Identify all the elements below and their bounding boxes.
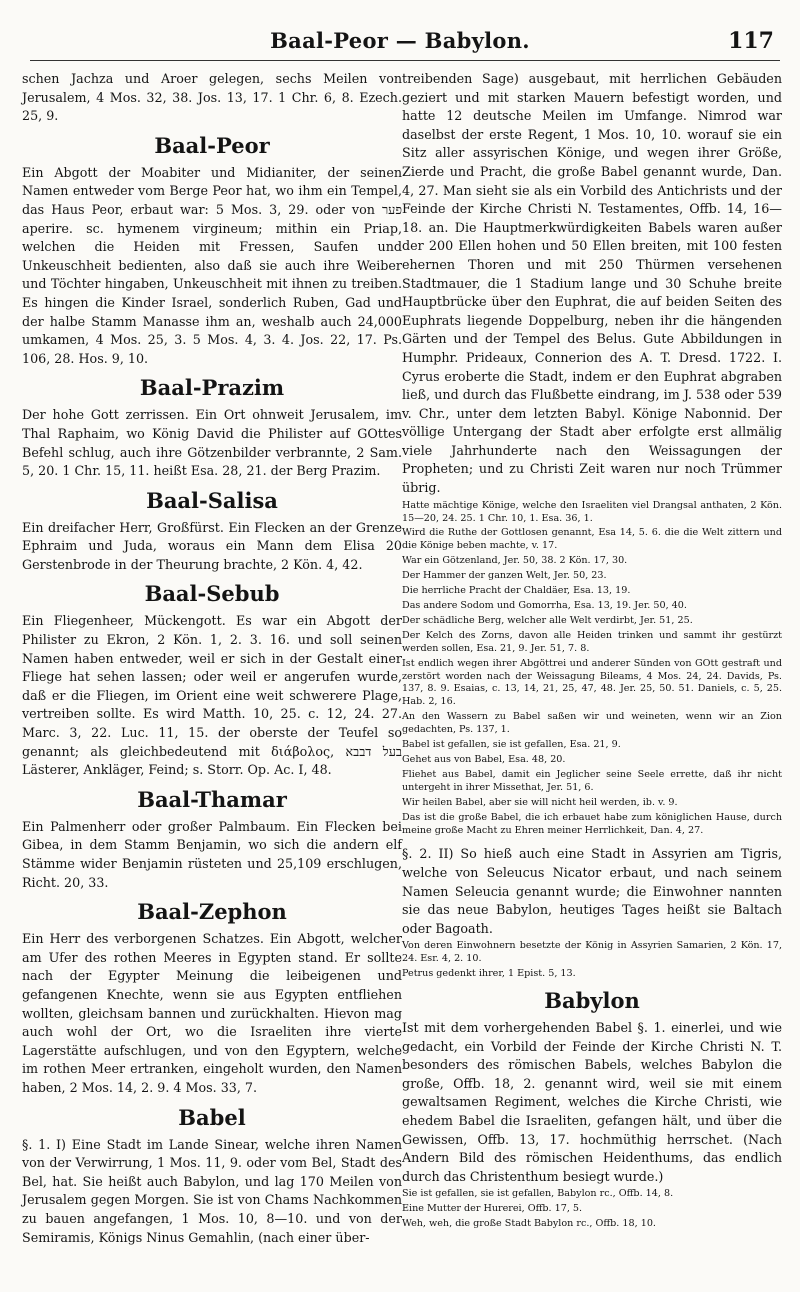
entry-heading-babel: Babel: [178, 1104, 246, 1130]
entry-continuation: schen Jachza und Aroer gelegen, sechs Meilen von Jerusalem, 4 Mos. 32, 38. Jos. 13, 17. 1 Chr. 6, 8. Ezech. 25, 9.: [22, 71, 402, 124]
entry-text-baal-zephon: Ein Herr des verborgenen Schatzes. Ein Abgott, welcher am Ufer des rothen Meeres in Egypten stand. Er sollte nach der Egypter Meinung die leibeigenen und gefangenen Knechte, wenn sie aus Egypten entfliehen wollten, gleichsam bannen und zurückhalten. Hievon mag auch wohl der Ort, wo die Israeliten ihre vierte Lagerstätte aufschlugen, und von den Egyptern, welche im rothen Meer ertranken, eingeholt wurden, den Namen haben, 2 Mos. 14, 2. 9. 4 Mos. 33, 7.: [22, 931, 402, 1095]
running-title: Baal-Peor — Babylon.: [270, 28, 530, 53]
entry-text-baal-thamar: Ein Palmenherr oder großer Palmbaum. Ein Flecken bei Gibea, in dem Stamm Benjamin, wo sich die andern elf Stämme wider Benjamin rüsteten und 25,109 erschlugen, Richt. 20, 33.: [22, 818, 402, 890]
entry-heading-baal-prazim: Baal-Prazim: [139, 375, 285, 401]
note-line: Von deren Einwohnern besetzte der König in Assyrien Samarien, 2 Kön. 17, 24. Esr. 4, 2. 10.: [402, 940, 782, 965]
note-line: War ein Götzenland, Jer. 50, 38. 2 Kön. 17, 30.: [402, 555, 628, 567]
note-line: Das andere Sodom und Gomorrha, Esa. 13, 19. Jer. 50, 40.: [402, 600, 687, 611]
entry-text-baal-peor: Ein Abgott der Moabiter und Midianiter, der seinen Namen entweder vom Berge Peor hat, wo ihm ein Tempel, das Haus Peor, erbaut war: 5 Mos. 3, 29. oder von פער aperire. sc. hymenem virgineum; mithin ein Priap, welchen die Heiden mit Fressen, Saufen und Unkeuschheit bedienten, also daß sie auch ihre Weiber und Töchter hingaben, Unkeuschheit mit ihnen zu treiben. Es hingen die Kinder Israel, sonderlich Ruben, Gad und der halbe Stamm Manasse ihm an, weshalb auch 24,000 umkamen, 4 Mos. 25, 3. 5 Mos. 4, 3. 4. Jos. 22, 17. Ps. 106, 28. Hos. 9, 10.: [22, 164, 402, 366]
right-column: [402, 70, 782, 1231]
note-line: Gehet aus von Babel, Esa. 48, 20.: [402, 753, 566, 765]
left-column: [22, 70, 402, 1247]
entry-text-babel: §. 1. I) Eine Stadt im Lande Sinear, welche ihren Namen von der Verwirrung, 1 Mos. 11, 9. oder vom Bel, Stadt des Bel, hat. Sie heißt auch Babylon, und lag 170 Meilen von Jerusalem gegen Morgen. Sie ist von Chams Nachkommen zu bauen angefangen, 1 Mos. 10, 8—10. und von der Semiramis, Königs Ninus Gemahlin, (nach einer über-: [22, 1136, 402, 1245]
entry-heading-baal-peor: Baal-Peor: [154, 132, 270, 158]
entry-heading-babylon: Babylon: [544, 988, 640, 1014]
entry-text-baal-sebub: Ein Fliegenheer, Mückengott. Es war ein Abgott der Philister zu Ekron, 2 Kön. 1, 2. 3. 16. und soll seinen Namen haben entweder, weil er sich in der Gestalt einer Fliege hat sehen lassen; oder weil er angerufen wurde, daß er die Fliegen, im Orient eine weit schwerere Plage, vertreiben sollte. Es wird Matth. 10, 25. c. 12, 24. 27. Marc. 3, 22. Luc. 11, 15. der oberste der Teufel so genannt; als gleichbedeutend mit διάβολος, בעל דבבא Lästerer, Ankläger, Feind; s. Storr. Op. Ac. I, 48.: [22, 613, 402, 778]
note-line: Babel ist gefallen, sie ist gefallen, Esa. 21, 9.: [402, 739, 621, 751]
note-line: Die herrliche Pracht der Chaldäer, Esa. 13, 19.: [402, 585, 631, 597]
entry-heading-baal-zephon: Baal-Zephon: [137, 899, 287, 925]
note-line: Ist endlich wegen ihrer Abgöttrei und anderer Sünden von GOtt gestraft und zerstört worden nach der Weissagung Bileams, 4 Mos. 24, 24. Davids, Ps. 137, 8. 9. Esaias, c. 13, 14, 21, 25, 47, 48. Jer. 25, 50. 51. Daniels, c. 5, 25. Hab. 2, 16.: [402, 657, 782, 708]
entry-text-baal-salisa: Ein dreifacher Herr, Großfürst. Ein Flecken an der Grenze Ephraim und Juda, woraus ein Mann dem Elisa 20 Gerstenbrode in der Theurung brachte, 2 Kön. 4, 42.: [22, 519, 402, 572]
entry-text-babel-section-2: §. 2. II) So hieß auch eine Stadt in Assyrien am Tigris, welche von Seleucus Nicator erbaut, und nach seinem Namen Seleucia genannt wurde; die Einwohner nannten sie das neue Babylon, heutiges Tages heißt sie Baltach oder Bagoath.: [402, 846, 782, 936]
note-line: Fliehet aus Babel, damit ein Jeglicher seine Seele errette, daß ihr nicht untergeht in ihrer Missethat, Jer. 51, 6.: [402, 768, 782, 793]
header-rule: [30, 60, 780, 61]
note-line: Hatte mächtige Könige, welche den Israeliten viel Drangsal anthaten, 2 Kön. 15—20, 24. 25. 1 Chr. 10, 1. Esa. 36, 1.: [402, 499, 782, 524]
note-line: Das ist die große Babel, die ich erbauet habe zum königlichen Hause, durch meine große Macht zu Ehren meiner Herrlichkeit, Dan. 4, 27.: [402, 811, 782, 836]
note-line: Eine Mutter der Hurerei, Offb. 17, 5.: [402, 1203, 583, 1215]
note-line: Wir heilen Babel, aber sie will nicht heil werden, ib. v. 9.: [402, 796, 678, 808]
note-line: Der schädliche Berg, welcher alle Welt verdirbt, Jer. 51, 25.: [402, 614, 693, 626]
note-line: Der Hammer der ganzen Welt, Jer. 50, 23.: [402, 570, 607, 582]
page-number: 117: [728, 28, 774, 54]
note-line: Sie ist gefallen, sie ist gefallen, Babylon rc., Offb. 14, 8.: [402, 1188, 674, 1200]
note-line: An den Wassern zu Babel saßen wir und weineten, wenn wir an Zion gedachten, Ps. 137, 1.: [402, 711, 782, 736]
entry-heading-baal-thamar: Baal-Thamar: [137, 786, 287, 812]
entry-text-babylon: Ist mit dem vorhergehenden Babel §. 1. einerlei, und wie gedacht, ein Vorbild der Feinde der Kirche Christi N. T. besonders des römischen Babels, welches Babylon die große, Offb. 18, 2. genannt wird, weil sie mit einem gewaltsamen Regiment, welches die Kirche Christi, wie ehedem Babel die Israeliten, gefangen hält, und über die Gewissen, Offb. 13, 17. hochmüthig herrschet. (Nach Andern Bild des römischen Heidenthums, das endlich durch das Christenthum besiegt wurde.): [402, 1020, 782, 1184]
note-line: Wird die Ruthe der Gottlosen genannt, Esa 14, 5. 6. die die Welt zittern und die Könige beben machte, v. 17.: [402, 527, 782, 552]
entry-text-baal-prazim: Der hohe Gott zerrissen. Ein Ort ohnweit Jerusalem, im Thal Raphaim, wo König David die Philister auf GOttes Befehl schlug, auch ihre Götzenbilder verbrannte, 2 Sam. 5, 20. 1 Chr. 15, 11. heißt Esa. 28, 21. der Berg Prazim.: [22, 407, 402, 479]
entry-heading-baal-salisa: Baal-Salisa: [146, 487, 278, 513]
entry-heading-baal-sebub: Baal-Sebub: [144, 581, 280, 607]
running-header: [0, 28, 800, 58]
entry-text-babel-continued: treibenden Sage) ausgebaut, mit herrlichen Gebäuden geziert und mit starken Mauern befestigt worden, und hatte 12 deutsche Meilen im Umfange. Nimrod war daselbst der erste Regent, 1 Mos. 10, 10. worauf sie ein Sitz aller assyrischen Könige, und wegen ihrer Größe, Zierde und Pracht, die große Babel genannt wurde, Dan. 4, 27. Man sieht sie als ein Vorbild des Antichrists und der Feinde der Kirche Christi N. Testamentes, Offb. 14, 16—18. an. Die Hauptmerkwürdigkeiten Babels waren außer der 200 Ellen hohen und 50 Ellen breiten, mit 100 festen ehernen Thoren und mit 250 Thürmen versehenen Stadtmauer, die 1 Stadium lange und 30 Schuhe breite Hauptbrücke über den Euphrat, die auf beiden Seiten des Euphrats liegende Doppelburg, neben ihr die hängenden Gärten und der Tempel des Belus. Gute Abbildungen in Humphr. Prideaux, Connerion des A. T. Dresd. 1722. I. Cyrus eroberte die Stadt, indem er den Euphrat abgraben ließ, und durch das Flußbette eindrang, im J. 538 oder 539 v. Chr., unter dem letzten Babyl. Könige Nabonnid. Der völlige Untergang der Stadt aber erfolgte erst allmälig viele Jahrhunderte nach den Weissagungen der Propheten; und zu Christi Zeit waren nur noch Trümmer übrig.: [402, 71, 782, 496]
note-line: Der Kelch des Zorns, davon alle Heiden trinken und sammt ihr gestürzt werden sollen, Esa. 21, 9. Jer. 51, 7. 8.: [402, 629, 782, 654]
note-line: Petrus gedenkt ihrer, 1 Epist. 5, 13.: [402, 968, 576, 980]
note-line: Weh, weh, die große Stadt Babylon rc., Offb. 18, 10.: [402, 1218, 656, 1230]
